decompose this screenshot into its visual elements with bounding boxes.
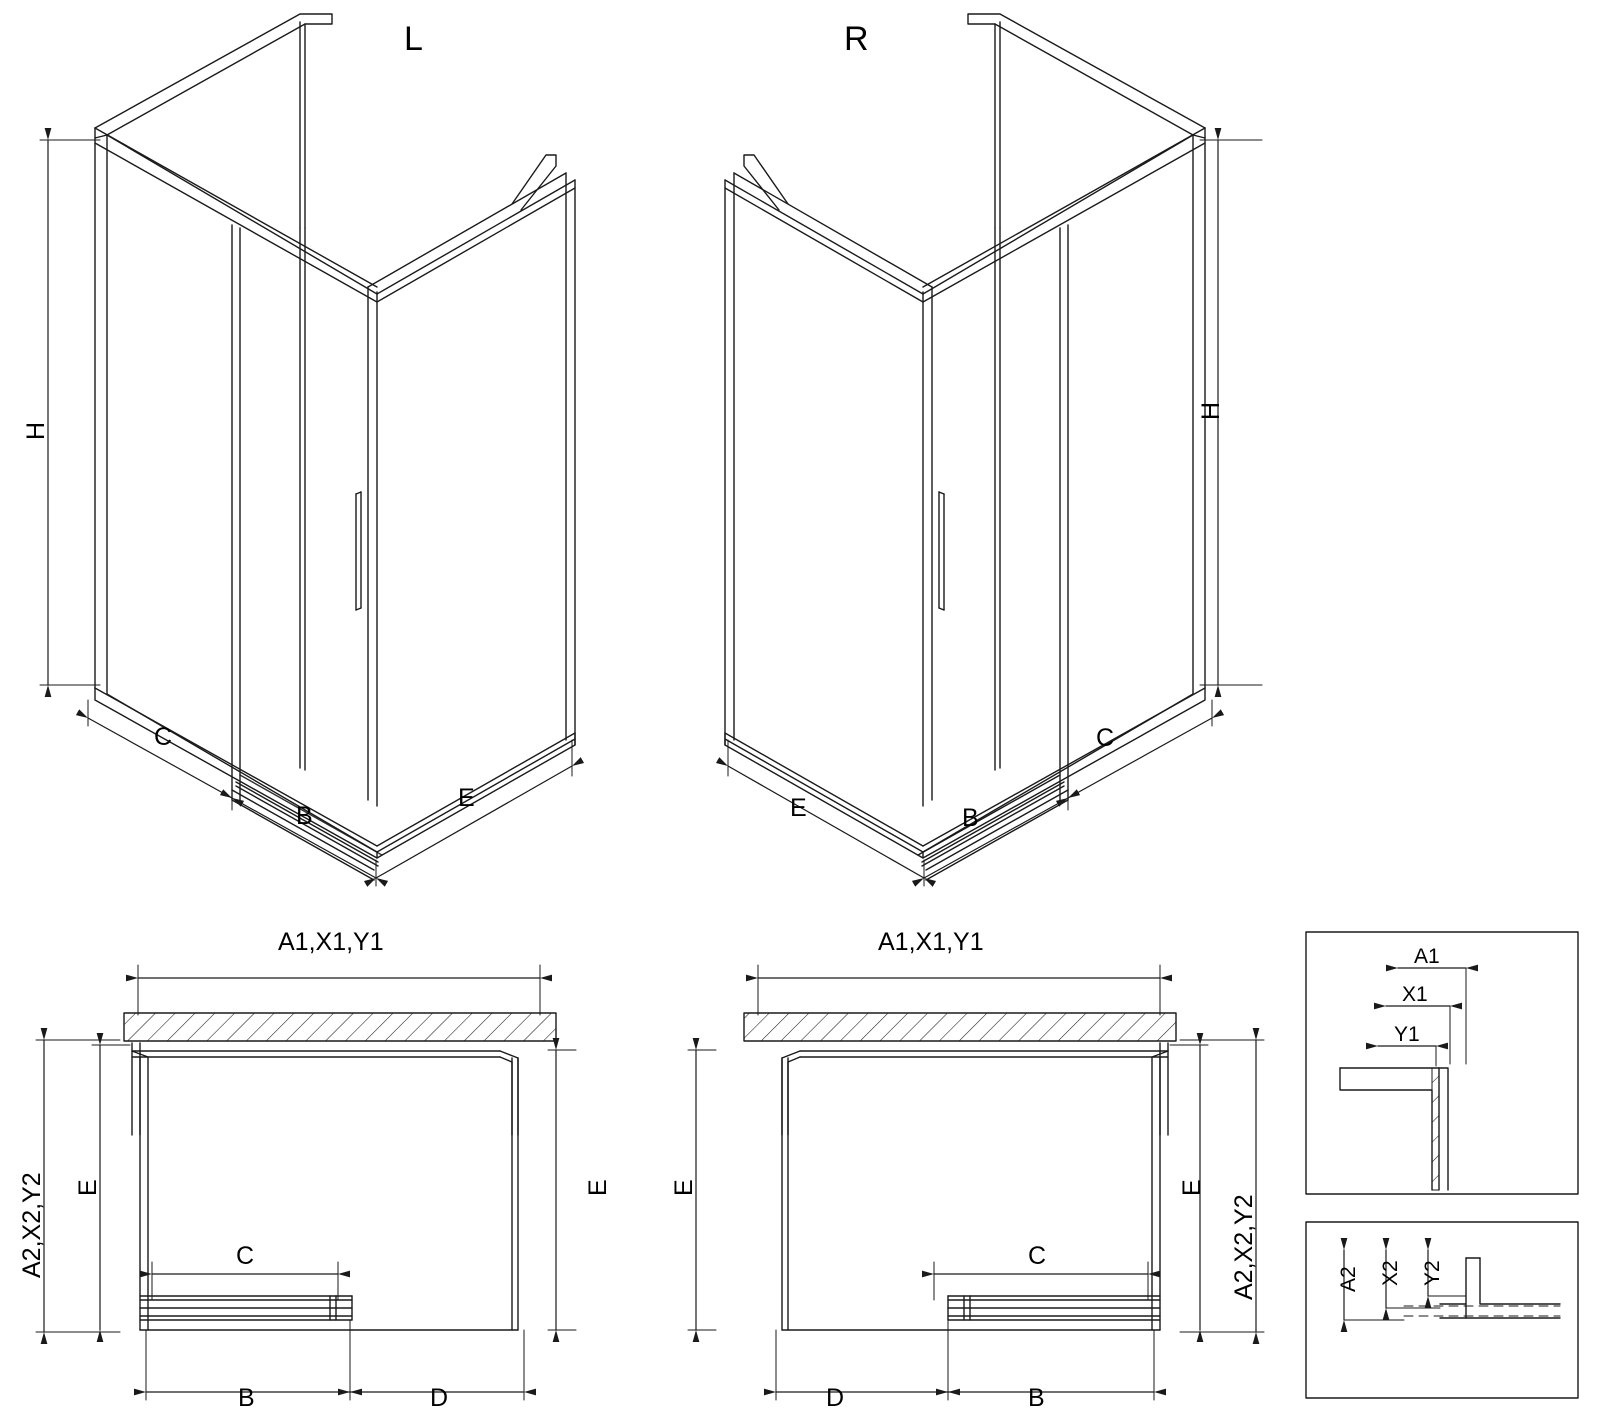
plan-view-right [744,1013,1176,1330]
plan-right-overall-dim-label: A2,X2,Y2 [1230,1194,1258,1300]
iso-left-front-label: E [458,784,475,812]
plan-left-depth-right-label: E [584,1179,612,1196]
detail-view-b [1306,1222,1578,1398]
iso-right-variant-label: R [844,20,869,58]
plan-right-fixed-label: D [826,1384,845,1412]
dim-bottom-right [728,700,1212,886]
iso-left-height-label: H [22,421,50,440]
plan-right-top-dim-label: A1,X1,Y1 [878,928,984,956]
iso-left-variant-label: L [404,20,423,58]
plan-left-fixed-label: D [430,1384,449,1412]
plan-left-depth-left-label: E [74,1179,102,1196]
plan-left-top-dim-label: A1,X1,Y1 [278,928,384,956]
dim-H-left [40,140,100,685]
detail-view-a [1306,932,1578,1194]
plan-view-left [124,1013,556,1330]
detail-a-y1-label: Y1 [1394,1023,1420,1046]
detail-a-a1-label: A1 [1414,945,1440,968]
plan-right-door-label: B [1028,1384,1045,1412]
iso-view-right [725,14,1205,880]
detail-b-y2-label: Y2 [1421,1260,1444,1286]
plan-right-depth-left-label: E [670,1179,698,1196]
iso-right-side-label: C [1096,724,1115,752]
detail-b-a2-label: A2 [1337,1266,1360,1292]
iso-right-height-label: H [1197,401,1225,420]
iso-left-door-label: B [296,802,313,830]
iso-right-front-label: E [790,794,807,822]
iso-left-side-label: C [154,723,173,751]
plan-right-inner-label: C [1028,1242,1047,1270]
detail-b-x2-label: X2 [1379,1260,1402,1286]
plan-right-depth-right-label: E [1178,1179,1206,1196]
plan-left-door-label: B [238,1384,255,1412]
plan-left-overall-dim-label: A2,X2,Y2 [18,1172,46,1278]
iso-right-door-label: B [962,804,979,832]
plan-left-inner-label: C [236,1242,255,1270]
detail-a-x1-label: X1 [1402,983,1428,1006]
